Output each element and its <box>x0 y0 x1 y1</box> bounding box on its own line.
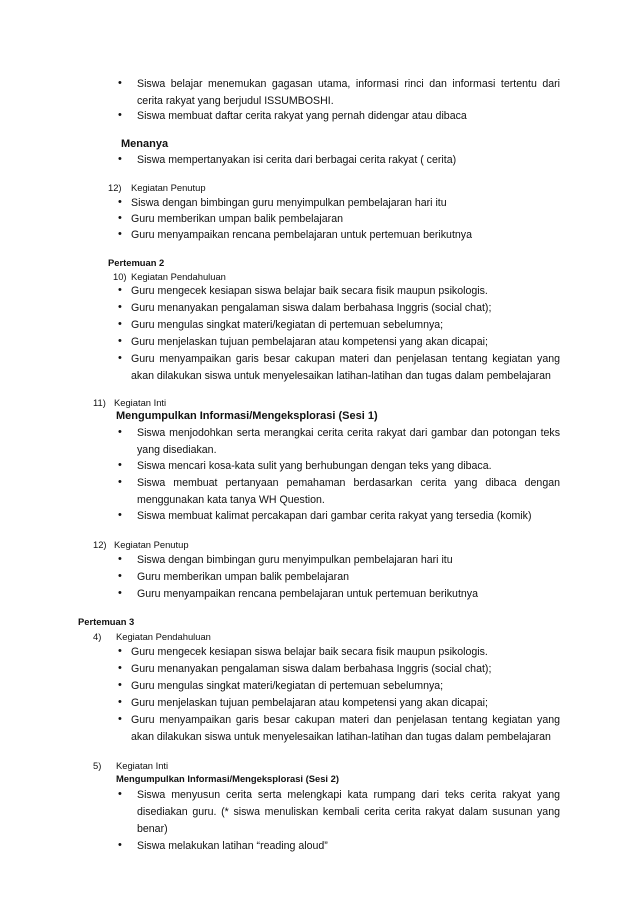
section-heading: Kegiatan Inti <box>114 397 167 408</box>
list-item-line: Siswa membuat pertanyaan pemahaman berdasarkan cerita yang dibaca dengan <box>137 477 560 489</box>
bullet-icon: • <box>118 839 122 851</box>
section-heading: Kegiatan Pendahuluan <box>116 631 211 642</box>
list-item-line: Guru memberikan umpan balik pembelajaran <box>137 571 349 583</box>
bullet-icon: • <box>118 318 122 330</box>
bullet-icon: • <box>118 77 122 89</box>
section-heading: Kegiatan Penutup <box>114 539 189 550</box>
bullet-icon: • <box>118 459 122 471</box>
bullet-icon: • <box>118 645 122 657</box>
list-item-line: Siswa mempertanyakan isi cerita dari berbagai cerita rakyat ( cerita) <box>137 154 457 166</box>
list-item-line: Guru menanyakan pengalaman siswa dalam berbahasa Inggris (social chat); <box>131 302 492 314</box>
bullet-icon: • <box>118 679 122 691</box>
list-item-line: Guru mengecek kesiapan siswa belajar baik secara fisik maupun psikologis. <box>131 285 488 297</box>
list-item-line: Siswa membuat daftar cerita rakyat yang pernah didengar atau dibaca <box>137 110 467 122</box>
meeting-title: Pertemuan 3 <box>78 616 135 627</box>
list-item-line: disediakan guru. (* siswa menuliskan kembali cerita cerita rakyat dalam susunan yang <box>137 806 560 818</box>
bullet-icon: • <box>118 713 122 725</box>
meeting-title: Pertemuan 2 <box>108 257 165 268</box>
bullet-icon: • <box>118 476 122 488</box>
section-number: 10) <box>113 271 127 282</box>
list-item-line: Guru mengecek kesiapan siswa belajar baik secara fisik maupun psikologis. <box>131 646 488 658</box>
list-item-line: Siswa membuat kalimat percakapan dari gambar cerita rakyat yang tersedia (komik) <box>137 510 532 522</box>
section-heading: Kegiatan Penutup <box>131 182 206 193</box>
section-number: 11) <box>93 397 106 408</box>
bullet-icon: • <box>118 301 122 313</box>
list-item-line: Siswa melakukan latihan “reading aloud” <box>137 840 328 852</box>
section-heading: Kegiatan Inti <box>116 760 169 771</box>
bullet-icon: • <box>118 109 122 121</box>
section-heading: Kegiatan Pendahuluan <box>131 271 226 282</box>
bullet-icon: • <box>118 570 122 582</box>
list-item-line: Guru menanyakan pengalaman siswa dalam berbahasa Inggris (social chat); <box>131 663 492 675</box>
bullet-icon: • <box>118 696 122 708</box>
bullet-icon: • <box>118 335 122 347</box>
bullet-icon: • <box>118 212 122 224</box>
bullet-icon: • <box>118 509 122 521</box>
section-number: 4) <box>93 631 102 642</box>
bullet-icon: • <box>118 153 122 165</box>
subsection-heading: Mengumpulkan Informasi/Mengeksplorasi (Sesi 2) <box>116 773 339 784</box>
list-item-line: benar) <box>137 823 168 835</box>
list-item-line: akan dilakukan siswa untuk menyelesaikan latihan-latihan dan tugas dalam pembelajaran <box>131 731 551 743</box>
bullet-icon: • <box>118 284 122 296</box>
list-item-line: Siswa menjodohkan serta merangkai cerita cerita rakyat dari gambar dan potongan teks <box>137 427 560 439</box>
list-item-line: Guru menyampaikan rencana pembelajaran untuk pertemuan berikutnya <box>137 588 478 600</box>
list-item-line: Siswa mencari kosa-kata sulit yang berhubungan dengan teks yang dibaca. <box>137 460 492 472</box>
bullet-icon: • <box>118 587 122 599</box>
list-item-line: Guru mengulas singkat materi/kegiatan di pertemuan sebelumnya; <box>131 680 444 692</box>
list-item-line: Guru menyampaikan garis besar cakupan materi dan penjelasan tentang kegiatan yang <box>131 714 560 726</box>
bullet-icon: • <box>118 426 122 438</box>
bullet-icon: • <box>118 662 122 674</box>
list-item-line: Guru memberikan umpan balik pembelajaran <box>131 213 343 225</box>
section-number: 12) <box>93 539 107 550</box>
list-item-line: akan dilakukan siswa untuk menyelesaikan latihan-latihan dan tugas dalam pembelajaran <box>131 370 551 382</box>
list-item-line: Guru menjelaskan tujuan pembelajaran atau kompetensi yang akan dicapai; <box>131 697 488 709</box>
section-number: 5) <box>93 760 102 771</box>
list-item-line: Guru menjelaskan tujuan pembelajaran atau kompetensi yang akan dicapai; <box>131 336 488 348</box>
bullet-icon: • <box>118 553 122 565</box>
list-item-line: Siswa menyusun cerita serta melengkapi kata rumpang dari teks cerita rakyat yang <box>137 789 560 801</box>
list-item-line: Guru mengulas singkat materi/kegiatan di pertemuan sebelumnya; <box>131 319 444 331</box>
section-number: 12) <box>108 182 122 193</box>
subsection-heading: Mengumpulkan Informasi/Mengeksplorasi (Sesi 1) <box>116 410 378 422</box>
bullet-icon: • <box>118 196 122 208</box>
bullet-icon: • <box>118 228 122 240</box>
list-item-line: menggunakan kata tanya WH Question. <box>137 494 325 506</box>
list-item-line: cerita rakyat yang berjudul ISSUMBOSHI. <box>137 95 334 107</box>
list-item-line: Siswa belajar menemukan gagasan utama, informasi rinci dan informasi tertentu dari <box>137 78 560 90</box>
bullet-icon: • <box>118 788 122 800</box>
section-heading: Menanya <box>121 138 169 150</box>
list-item-line: Siswa dengan bimbingan guru menyimpulkan pembelajaran hari itu <box>137 554 453 566</box>
list-item-line: Guru menyampaikan rencana pembelajaran untuk pertemuan berikutnya <box>131 229 472 241</box>
list-item-line: Guru menyampaikan garis besar cakupan materi dan penjelasan tentang kegiatan yang <box>131 353 560 365</box>
list-item-line: Siswa dengan bimbingan guru menyimpulkan pembelajaran hari itu <box>131 197 447 209</box>
bullet-icon: • <box>118 352 122 364</box>
list-item-line: yang disediakan. <box>137 444 217 456</box>
